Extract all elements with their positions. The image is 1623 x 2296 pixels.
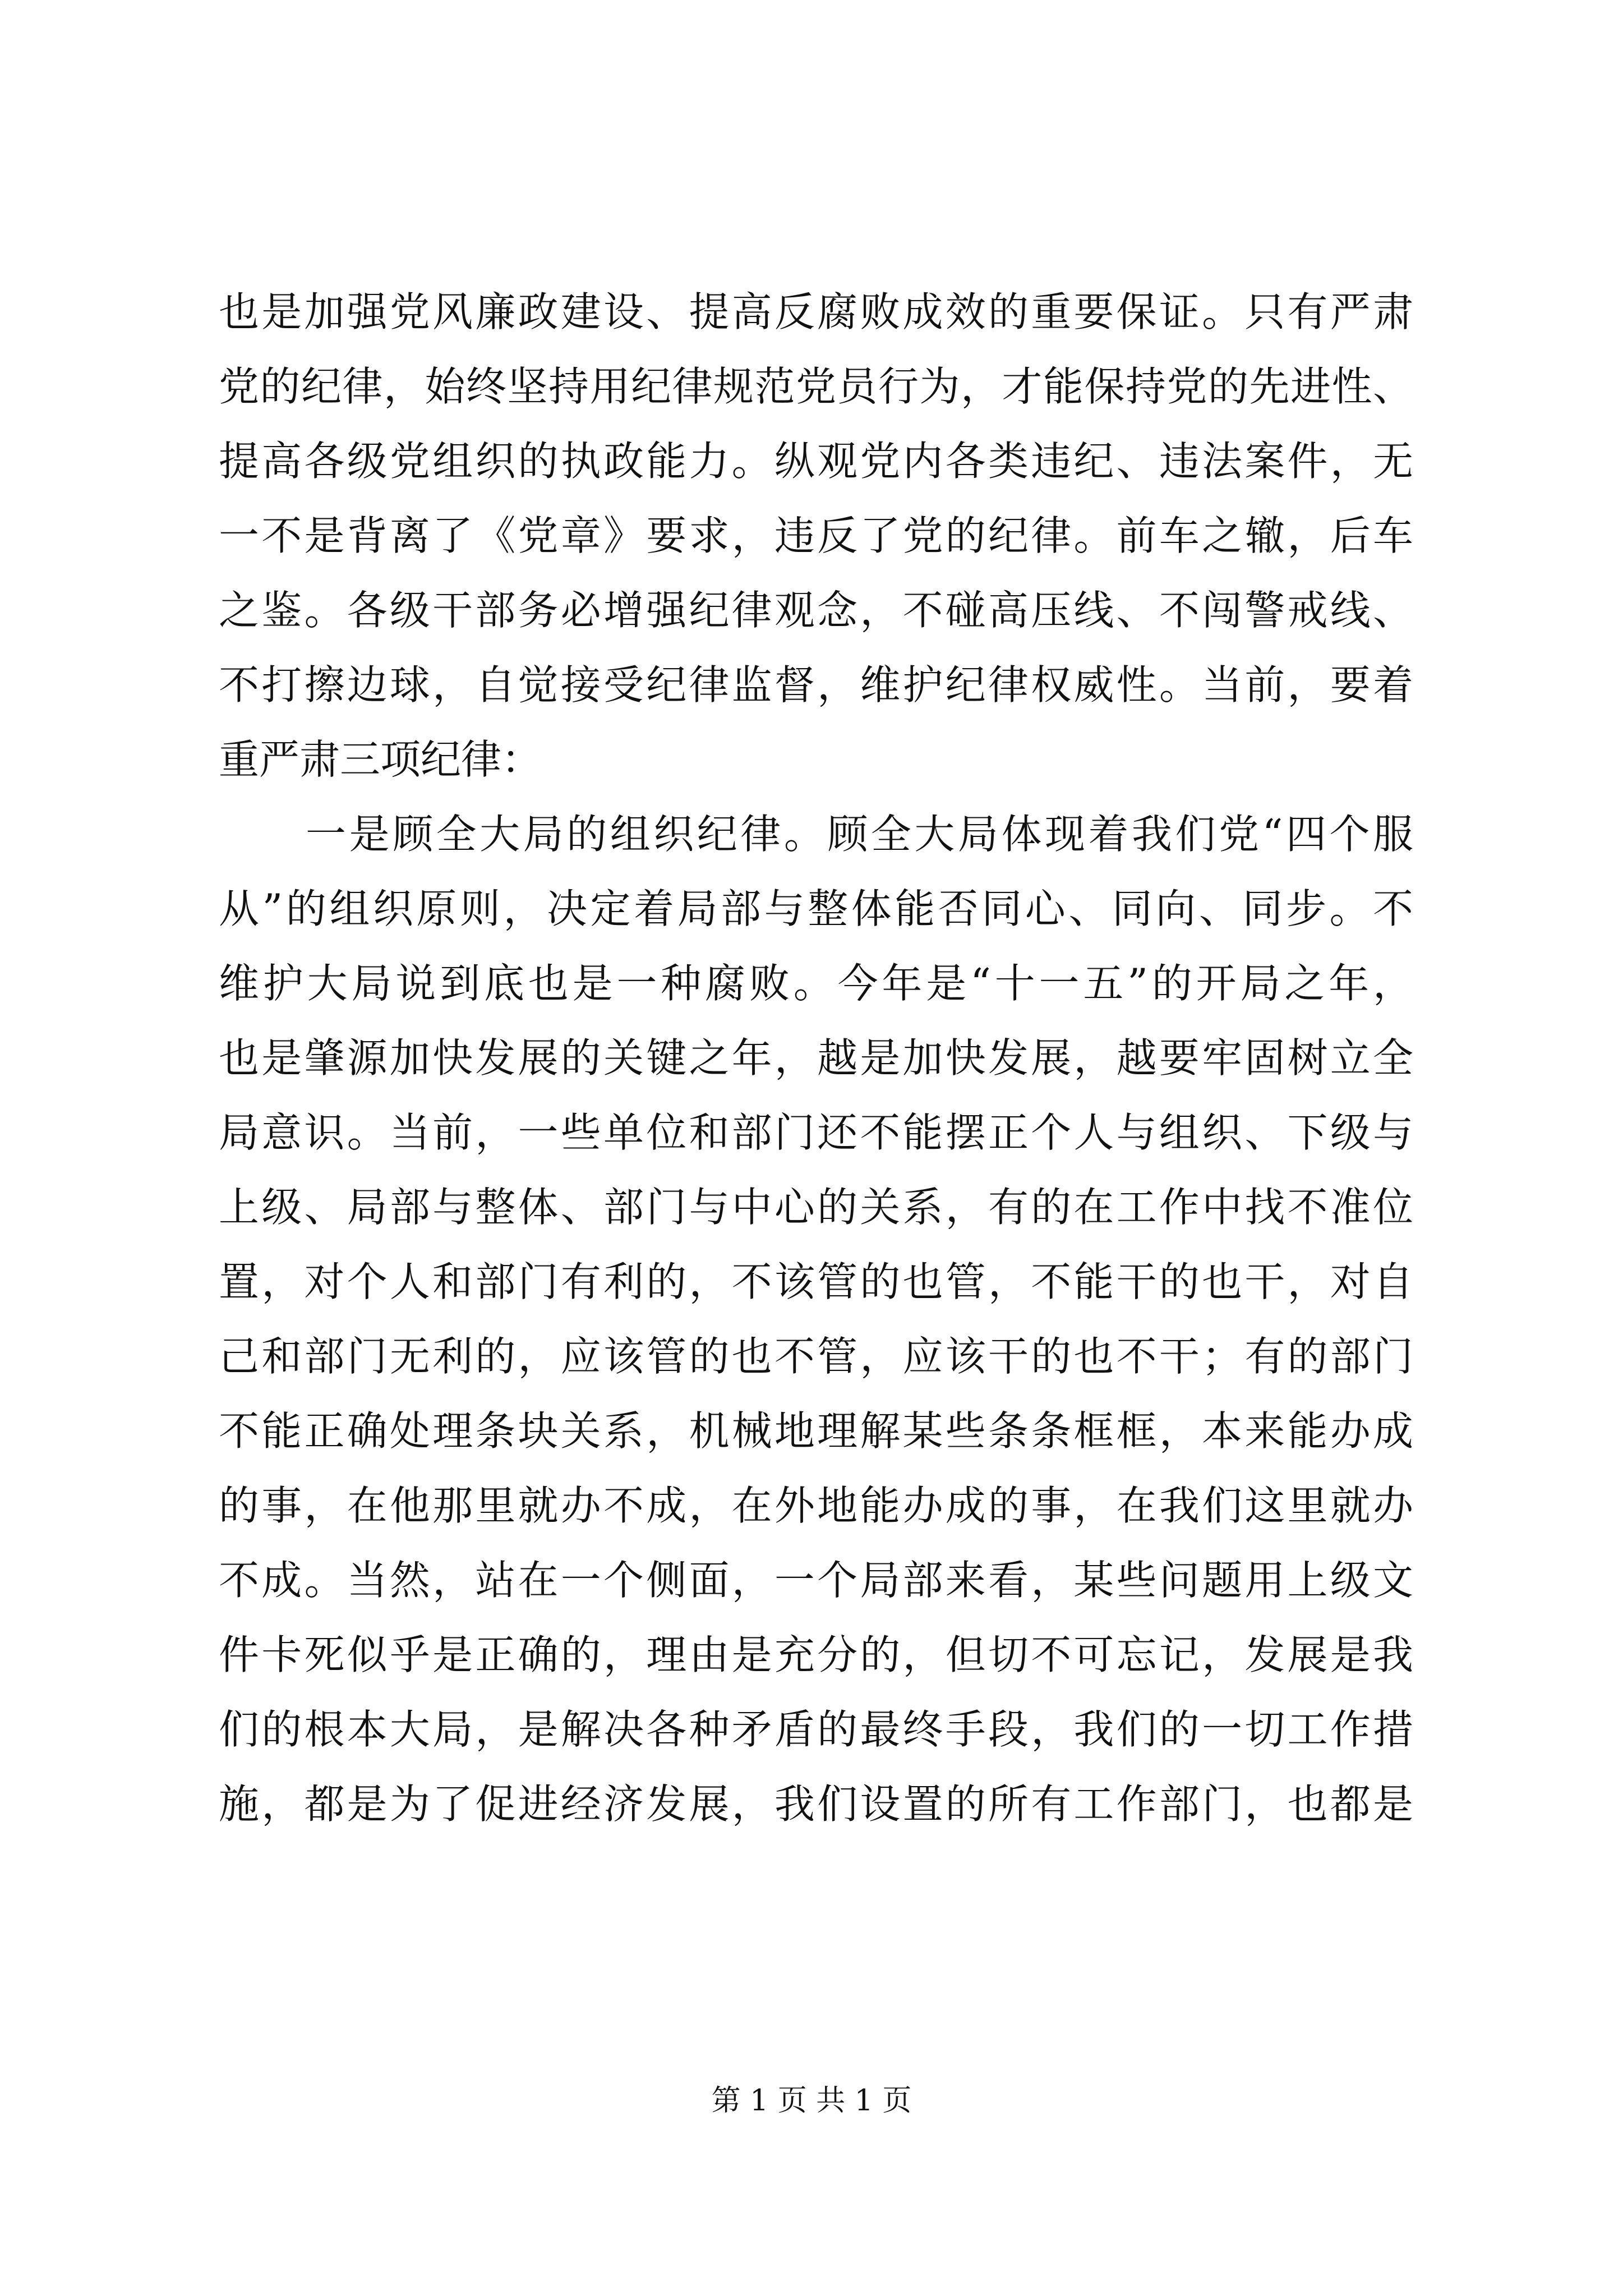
text-line: 一是顾全大局的组织纪律。顾全大局体现着我们党“四个服: [219, 811, 1413, 858]
text-line: 件卡死似乎是正确的，理由是充分的，但切不可忘记，发展是我: [219, 1631, 1413, 1678]
text-line: 重严肃三项纪律：: [219, 736, 542, 783]
document-body: [219, 275, 1413, 1842]
text-line: 置，对个人和部门有利的，不该管的也管，不能干的也干，对自: [219, 1258, 1413, 1305]
text-line: 的事，在他那里就办不成，在外地能办成的事，在我们这里就办: [219, 1482, 1413, 1529]
text-line: 上级、局部与整体、部门与中心的关系，有的在工作中找不准位: [219, 1184, 1413, 1231]
page-footer: [0, 2081, 1623, 2120]
text-line: 提高各级党组织的执政能力。纵观党内各类违纪、违法案件，无: [219, 438, 1413, 485]
text-line: 不打擦边球，自觉接受纪律监督，维护纪律权威性。当前，要着: [219, 661, 1413, 708]
text-line: 局意识。当前，一些单位和部门还不能摆正个人与组织、下级与: [219, 1109, 1413, 1156]
page-number-label: 第 1 页 共 1 页: [711, 2084, 912, 2118]
text-line: 之鉴。各级干部务必增强纪律观念，不碰高压线、不闯警戒线、: [219, 587, 1413, 634]
text-line: 们的根本大局，是解决各种矛盾的最终手段，我们的一切工作措: [219, 1706, 1413, 1753]
text-line: 不能正确处理条块关系，机械地理解某些条条框框，本来能办成: [219, 1407, 1413, 1455]
text-line: 也是肇源加快发展的关键之年，越是加快发展，越要牢固树立全: [219, 1034, 1413, 1082]
text-line: 不成。当然，站在一个侧面，一个局部来看，某些问题用上级文: [219, 1557, 1413, 1604]
text-line: 也是加强党风廉政建设、提高反腐败成效的重要保证。只有严肃: [219, 288, 1413, 335]
text-line: 一不是背离了《党章》要求，违反了党的纪律。前车之辙，后车: [219, 512, 1413, 559]
text-line: 从”的组织原则，决定着局部与整体能否同心、同向、同步。不: [219, 885, 1413, 932]
text-line: 维护大局说到底也是一种腐败。今年是“十一五”的开局之年，: [219, 960, 1413, 1007]
text-line: 党的纪律，始终坚持用纪律规范党员行为，才能保持党的先进性、: [219, 363, 1413, 410]
text-line: 施，都是为了促进经济发展，我们设置的所有工作部门，也都是: [219, 1780, 1413, 1828]
text-line: 己和部门无利的，应该管的也不管，应该干的也不干；有的部门: [219, 1333, 1413, 1380]
